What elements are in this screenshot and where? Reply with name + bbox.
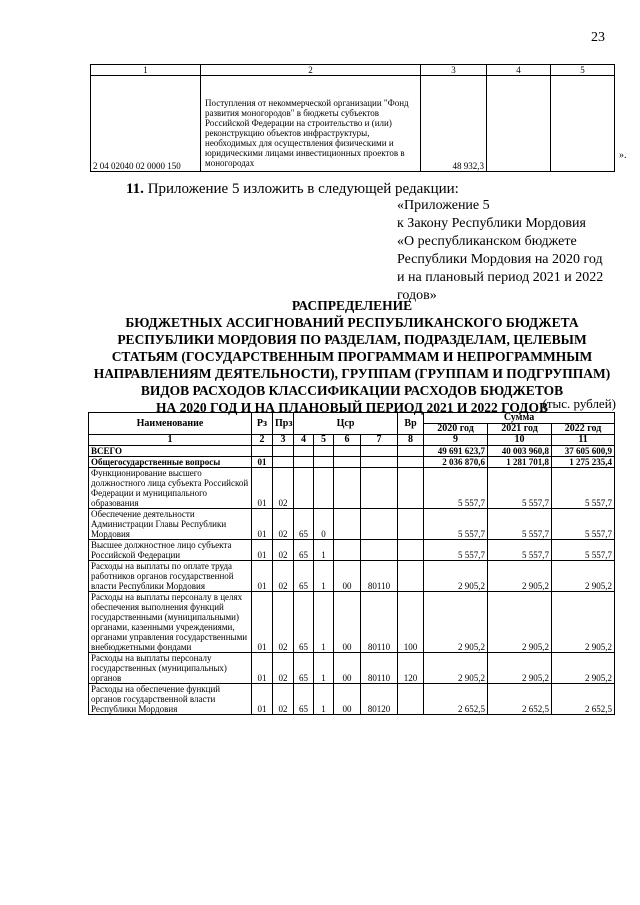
row-sum-2022: 1 275 235,4 [552, 457, 615, 468]
row-csr-subprogram [314, 468, 334, 509]
column-number-4: 4 [294, 435, 314, 446]
row-prz: 02 [273, 684, 294, 715]
row-sum-2020: 2 905,2 [424, 561, 488, 592]
table-row [89, 561, 615, 592]
closing-quote: ». [619, 150, 627, 161]
appendix-line: «О республиканском бюджете [397, 234, 577, 249]
column-number-row [89, 435, 615, 446]
row-csr-subprogram: 1 [314, 592, 334, 653]
row-rz: 01 [252, 468, 273, 509]
row-csr-subprogram [314, 446, 334, 457]
row-prz [273, 446, 294, 457]
page-number: 23 [591, 30, 605, 45]
column-number-5: 5 [314, 435, 334, 446]
row-csr-subprogram: 1 [314, 561, 334, 592]
table-row [89, 468, 615, 509]
row-csr-main: 00 [334, 592, 361, 653]
row-name: Расходы на обеспечение функций органов государственной власти Республики Мордовия [89, 684, 252, 715]
row-csr-direction [361, 446, 398, 457]
col-prz-header: Прз [273, 413, 294, 435]
row-csr-subprogram [314, 457, 334, 468]
row-csr-direction [361, 540, 398, 561]
revenue-col4 [487, 76, 551, 172]
row-sum-2022: 2 905,2 [552, 592, 615, 653]
row-sum-2021: 5 557,7 [488, 540, 552, 561]
budget-allocation-table [88, 412, 615, 715]
row-name: ВСЕГО [89, 446, 252, 457]
row-sum-2020: 2 652,5 [424, 684, 488, 715]
row-name: Расходы на выплаты персоналу в целях обеспечения выполнения функций государственными (муниципальными) органами, казенными учреждениями, органами управления государственными внебюджетными фондами [89, 592, 252, 653]
row-csr-main [334, 457, 361, 468]
row-prz: 02 [273, 509, 294, 540]
column-number-2: 2 [252, 435, 273, 446]
row-csr-subprogram: 1 [314, 684, 334, 715]
row-prz: 02 [273, 540, 294, 561]
row-sum-2020: 2 905,2 [424, 592, 488, 653]
row-sum-2021: 5 557,7 [488, 468, 552, 509]
item-11 [126, 181, 459, 198]
appendix-line: Республики Мордовия на 2020 год [397, 252, 603, 267]
col-rz-header: Рз [252, 413, 273, 435]
table-body [89, 446, 615, 715]
row-vr [398, 446, 424, 457]
heading-line: ВИДОВ РАСХОДОВ КЛАССИФИКАЦИИ РАСХОДОВ БЮДЖЕТОВ [140, 383, 564, 398]
row-csr-program: 65 [294, 561, 314, 592]
row-csr-direction: 80110 [361, 561, 398, 592]
row-csr-program: 65 [294, 540, 314, 561]
row-name: Обеспечение деятельности Администрации Главы Республики Мордовия [89, 509, 252, 540]
heading-line: НАПРАВЛЕНИЯМ ДЕЯТЕЛЬНОСТИ), ГРУППАМ (ГРУППАМ И ПОДГРУППАМ) [93, 366, 611, 381]
row-vr [398, 561, 424, 592]
row-csr-main [334, 468, 361, 509]
row-csr-subprogram: 1 [314, 653, 334, 684]
row-name: Расходы на выплаты по оплате труда работников органов государственной власти Республики Мордовия [89, 561, 252, 592]
column-number-1: 1 [89, 435, 252, 446]
revenue-code: 2 04 02040 02 0000 150 [91, 76, 201, 172]
column-number-10: 10 [488, 435, 552, 446]
row-csr-direction: 80110 [361, 592, 398, 653]
row-name: Общегосударственные вопросы [89, 457, 252, 468]
row-csr-program [294, 457, 314, 468]
row-rz: 01 [252, 457, 273, 468]
row-sum-2022: 2 905,2 [552, 561, 615, 592]
row-rz: 01 [252, 509, 273, 540]
row-sum-2022: 5 557,7 [552, 509, 615, 540]
column-number-11: 11 [552, 435, 615, 446]
row-vr: 120 [398, 653, 424, 684]
table-row [89, 446, 615, 457]
row-sum-2022: 5 557,7 [552, 468, 615, 509]
row-rz: 01 [252, 592, 273, 653]
row-name: Расходы на выплаты персоналу государственных (муниципальных) органов [89, 653, 252, 684]
row-csr-program: 65 [294, 509, 314, 540]
row-sum-2021: 2 905,2 [488, 592, 552, 653]
column-number-8: 8 [398, 435, 424, 446]
item-11-number: 11. [126, 181, 144, 197]
row-sum-2022: 2 905,2 [552, 653, 615, 684]
row-sum-2020: 5 557,7 [424, 468, 488, 509]
row-csr-direction [361, 457, 398, 468]
row-csr-subprogram: 0 [314, 509, 334, 540]
item-11-text: Приложение 5 изложить в следующей редакции: [147, 181, 459, 197]
row-csr-direction [361, 509, 398, 540]
row-csr-program: 65 [294, 592, 314, 653]
col-2022-header: 2022 год [552, 424, 615, 435]
row-rz: 01 [252, 540, 273, 561]
top-table-header-row [91, 65, 615, 76]
row-sum-2021: 2 652,5 [488, 684, 552, 715]
row-prz: 02 [273, 592, 294, 653]
appendix-line: «Приложение 5 [397, 198, 490, 213]
row-csr-direction: 80120 [361, 684, 398, 715]
row-csr-program [294, 446, 314, 457]
row-sum-2020: 2 036 870,6 [424, 457, 488, 468]
row-prz: 02 [273, 653, 294, 684]
row-prz: 02 [273, 561, 294, 592]
row-sum-2022: 2 652,5 [552, 684, 615, 715]
heading-line: НА 2020 ГОД И НА ПЛАНОВЫЙ ПЕРИОД 2021 И 2022 ГОДОВ [156, 400, 548, 415]
row-csr-program: 65 [294, 653, 314, 684]
row-csr-main: 00 [334, 561, 361, 592]
document-heading [90, 297, 614, 416]
table-row [89, 684, 615, 715]
row-sum-2020: 49 691 623,7 [424, 446, 488, 457]
row-sum-2022: 5 557,7 [552, 540, 615, 561]
row-sum-2022: 37 605 600,9 [552, 446, 615, 457]
column-number-7: 7 [361, 435, 398, 446]
row-csr-direction: 80110 [361, 653, 398, 684]
row-csr-main [334, 540, 361, 561]
top-header-5: 5 [551, 65, 615, 76]
top-header-4: 4 [487, 65, 551, 76]
table-row [89, 509, 615, 540]
row-sum-2021: 2 905,2 [488, 653, 552, 684]
revenue-description: Поступления от некоммерческой организации "Фонд развития моногородов" в бюджеты субъектов Российской Федерации на строительство и (или) реконструкцию объектов инфраструктуры, необходимых для осуществления физическими и юридическими лицами инвестиционных проектов в моногородах [201, 76, 421, 172]
row-vr [398, 509, 424, 540]
appendix-caption [397, 197, 622, 305]
row-sum-2020: 5 557,7 [424, 540, 488, 561]
revenue-col5 [551, 76, 615, 172]
col-csr-header: Цср [294, 413, 398, 435]
row-prz: 02 [273, 468, 294, 509]
row-prz [273, 457, 294, 468]
row-sum-2021: 2 905,2 [488, 561, 552, 592]
column-number-3: 3 [273, 435, 294, 446]
row-csr-main: 00 [334, 653, 361, 684]
col-vr-header: Вр [398, 413, 424, 435]
row-rz: 01 [252, 684, 273, 715]
header-row-1 [89, 413, 615, 424]
heading-line: РЕСПУБЛИКИ МОРДОВИЯ ПО РАЗДЕЛАМ, ПОДРАЗДЕЛАМ, ЦЕЛЕВЫМ [117, 332, 587, 347]
row-rz [252, 446, 273, 457]
row-sum-2020: 5 557,7 [424, 509, 488, 540]
column-number-9: 9 [424, 435, 488, 446]
heading-line: БЮДЖЕТНЫХ АССИГНОВАНИЙ РЕСПУБЛИКАНСКОГО БЮДЖЕТА [125, 315, 579, 330]
previous-table-fragment [90, 64, 615, 172]
appendix-line: к Закону Республики Мордовия [397, 216, 586, 231]
heading-line: РАСПРЕДЕЛЕНИЕ [291, 298, 413, 313]
row-csr-main: 00 [334, 684, 361, 715]
table-row [89, 592, 615, 653]
row-csr-program: 65 [294, 684, 314, 715]
appendix-line: и на плановый период 2021 и 2022 [397, 270, 604, 285]
row-csr-main [334, 509, 361, 540]
col-2021-header: 2021 год [488, 424, 552, 435]
row-csr-direction [361, 468, 398, 509]
heading-line: СТАТЬЯМ (ГОСУДАРСТВЕННЫМ ПРОГРАММАМ И НЕПРОГРАММНЫМ [111, 349, 593, 364]
col-name-header: Наименование [89, 413, 252, 435]
table-row [89, 653, 615, 684]
row-sum-2021: 1 281 701,8 [488, 457, 552, 468]
row-vr: 100 [398, 592, 424, 653]
table-row [89, 457, 615, 468]
row-sum-2021: 5 557,7 [488, 509, 552, 540]
row-sum-2020: 2 905,2 [424, 653, 488, 684]
top-header-3: 3 [421, 65, 487, 76]
row-csr-program [294, 468, 314, 509]
row-csr-main [334, 446, 361, 457]
units-label: (тыс. рублей) [542, 396, 616, 411]
col-sum-header: Сумма [424, 413, 615, 424]
column-number-6: 6 [334, 435, 361, 446]
row-sum-2021: 40 003 960,8 [488, 446, 552, 457]
row-vr [398, 468, 424, 509]
row-name: Высшее должностное лицо субъекта Российской Федерации [89, 540, 252, 561]
table-row [89, 540, 615, 561]
row-vr [398, 684, 424, 715]
row-rz: 01 [252, 653, 273, 684]
top-table-row [91, 76, 615, 172]
row-csr-subprogram: 1 [314, 540, 334, 561]
top-header-2: 2 [201, 65, 421, 76]
appendix-line: годов» [397, 288, 437, 303]
revenue-value: 48 932,3 [421, 76, 487, 172]
row-vr [398, 457, 424, 468]
top-header-1: 1 [91, 65, 201, 76]
col-2020-header: 2020 год [424, 424, 488, 435]
row-vr [398, 540, 424, 561]
row-name: Функционирование высшего должностного лица субъекта Российской Федерации и муниципального образования [89, 468, 252, 509]
row-rz: 01 [252, 561, 273, 592]
